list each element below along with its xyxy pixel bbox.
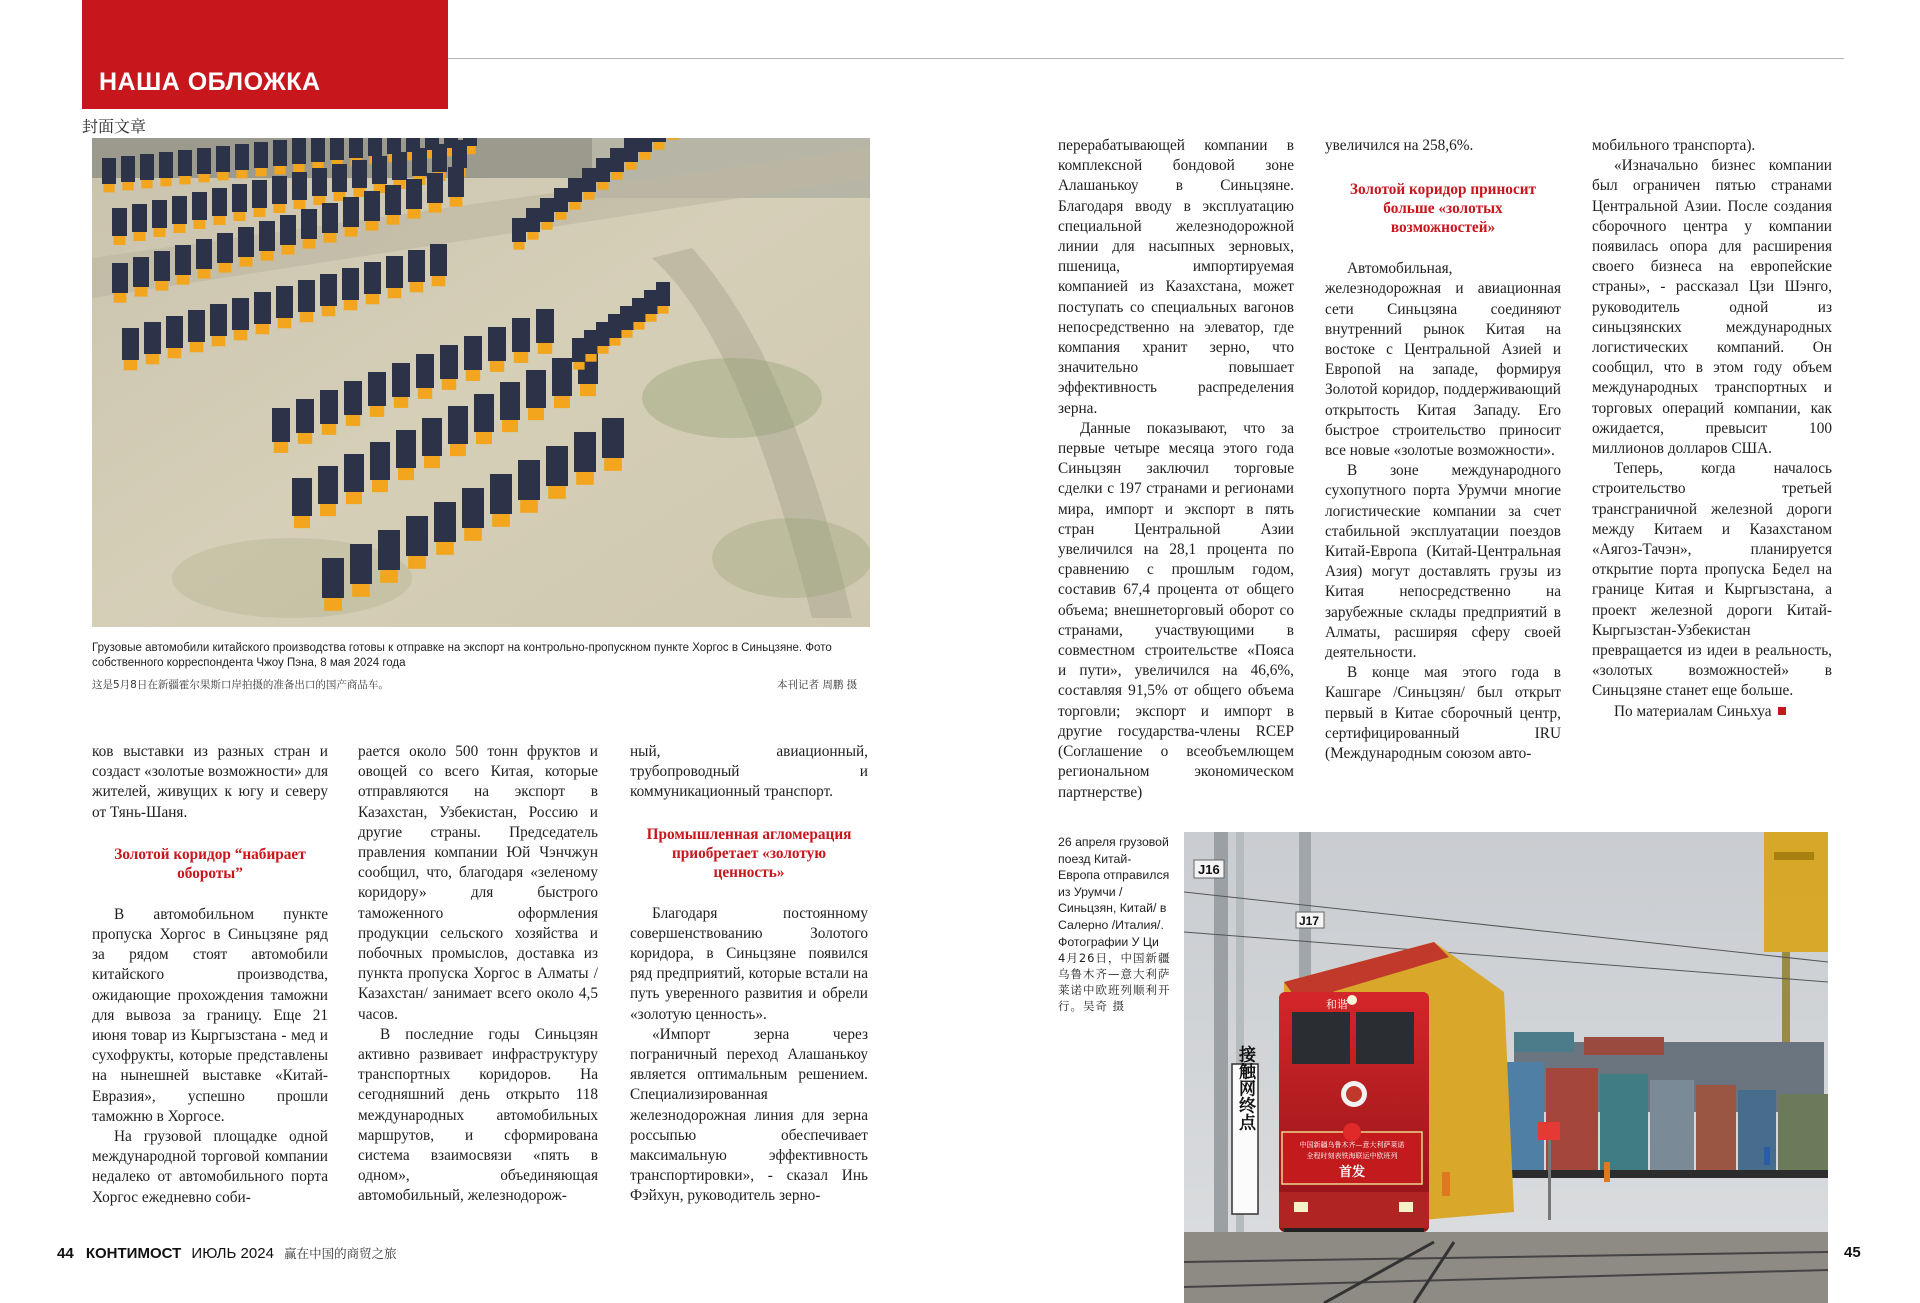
paragraph: На грузовой площадке одной международной торговой компании недалеко от автомобильного порта Хоргос ежедневно соби-	[92, 1128, 328, 1206]
truck-body	[364, 262, 381, 294]
truck-cab	[653, 142, 664, 150]
truck-body	[526, 370, 546, 408]
truck-body	[656, 282, 670, 306]
truck-cab	[298, 433, 312, 444]
header-rule	[448, 58, 1844, 59]
truck-cab	[580, 384, 596, 396]
locomotive	[1279, 942, 1514, 1240]
paragraph: «Импорт зерна через пограничный переход Алашанькоу является оптимальным решением. Специализированная железнодорожная линия для зерна россыпью обеспечивает максимальную эффективность транспортировки», - сказал Инь Фэйхун, руководитель зерно-	[630, 1025, 868, 1205]
photo-caption-cn: 这是5月8日在新疆霍尔果斯口岸拍摄的准备出口的国产商品车。	[92, 679, 389, 691]
paragraph: В последние годы Синьцзян активно развивает инфраструктуру транспортных коридоров. На сегодняшний день открыто 118 международных автомобильных маршрутов, и сформирована система взаимосвязи «пять в одном», объединяющая автомобильный, железнодорож-	[358, 1025, 598, 1205]
truck-cab	[573, 362, 584, 370]
truck-body	[518, 460, 540, 500]
truck-body	[574, 432, 596, 472]
train-illustration	[1184, 832, 1828, 1303]
truck-body	[500, 382, 520, 420]
issue-year: 2024	[240, 1245, 274, 1262]
caption-ru: 26 апреля грузовой поезд Китай-Европа отправился из Урумчи /Синьцзян, Китай/ в Салерно /Италия/. Фотографии У Ци	[1058, 835, 1170, 949]
truck-cab	[278, 318, 292, 328]
truck-cab	[633, 322, 644, 330]
truck-cab	[255, 168, 266, 176]
truck-cab	[436, 542, 454, 555]
truck-body	[312, 168, 327, 196]
truck-body	[434, 502, 456, 542]
truck-cab	[387, 215, 400, 225]
truck-cab	[555, 212, 566, 220]
truck-cab	[212, 336, 226, 346]
truck-body	[490, 474, 512, 514]
end-mark	[1778, 707, 1786, 715]
truck-cab	[597, 346, 608, 354]
truck-body	[378, 530, 400, 570]
truck-cab	[492, 514, 510, 527]
truck-cab	[548, 486, 566, 499]
caption-cn: 4月26日，中国新疆乌鲁木齐—意大利萨莱诺中欧班列顺利开行。吴奇 摄	[1058, 951, 1171, 1014]
truck-cab	[583, 192, 594, 200]
truck-body	[272, 176, 287, 204]
truck-body	[121, 156, 135, 182]
truck-body	[408, 250, 425, 282]
truck-cab	[114, 236, 126, 245]
truck-cab	[294, 200, 306, 209]
truck-body	[352, 160, 367, 188]
truck-cab	[322, 424, 336, 435]
truck-cab	[513, 242, 524, 250]
truck-cab	[408, 209, 421, 219]
truck-body	[632, 298, 646, 322]
truck-cab	[274, 204, 286, 213]
truck-body	[554, 188, 568, 212]
truck-cab	[432, 276, 446, 286]
truck-body	[102, 158, 116, 184]
truck-body	[235, 144, 249, 170]
truck-cab	[177, 275, 190, 285]
truck-cab	[124, 360, 138, 370]
pole-label-j17: J17	[1299, 914, 1320, 928]
truck-body	[540, 198, 554, 222]
truck-body	[596, 322, 610, 346]
truck-cab	[217, 172, 228, 180]
truck-cab	[160, 178, 171, 186]
footer-left	[57, 1244, 397, 1262]
truck-cab	[424, 456, 440, 468]
paragraph: «Изначально бизнес компании был ограничен пятью странами Центральной Азии. После создания сборочного центра у компании появилась опора для расширения своего бизнеса на европейские страны», - рассказал Цзи Шэнго, руководитель одной из синьцзянских международных логистических компаний. Он сообщил, что в этом году объем международных транспортных и торговых операций компании, как ожидается, превысит 100 миллионов долларов США.	[1592, 157, 1832, 458]
article-column-5	[1325, 136, 1561, 764]
article-column-3	[630, 742, 868, 1207]
truck-cab	[429, 203, 442, 213]
truck-cab	[366, 294, 380, 304]
truck-cab	[408, 556, 426, 569]
article-column-4	[1058, 136, 1294, 803]
truck-cab	[585, 354, 596, 362]
truck-cab	[234, 330, 248, 340]
truck-cab	[621, 330, 632, 338]
truck-cab	[146, 354, 160, 364]
truck-cab	[464, 528, 482, 541]
paragraph: В зоне международного сухопутного порта Урумчи многие логистические компании за счет стабильной эксплуатации поездов Китай-Европа (Китай-Центральная Азия) могут доставлять грузы из Китая непосредственно на зарубежные склады предприятий в Алматы, расширяя сферу своей деятельности.	[1325, 462, 1561, 662]
truck-cab	[240, 257, 253, 267]
truck-body	[112, 263, 128, 293]
truck-cab	[418, 388, 432, 399]
truck-cab	[344, 300, 358, 310]
paragraph: ков выставки из разных стран и создаст «золотые возможности» для жителей, живущих к югу и северу от Тянь-Шаня.	[92, 743, 328, 821]
truck-cab	[667, 138, 678, 140]
truck-cab	[354, 188, 366, 197]
truck-body	[422, 418, 442, 456]
truck-cab	[274, 166, 285, 174]
paragraph: Данные показывают, что за первые четыре месяца этого года Синьцзян заключил торговые сделки с 197 странами и регионами мира, импорт и экспорт в пять стран Центральной Азии увеличился на 28,1 процента по сравнению с прошлым годом, составив 67,4 процента от общего объема; внешнеторговый оборот со странами, участвующими в совместном строительстве «Пояса и пути», увеличился на 46,6%, составляя 91,5% от общего объема торговли; экспорт и импорт в другие государства-члены RCEP (Соглашение о всеобъемлющем региональном экономическом партнерстве)	[1058, 419, 1294, 801]
truck-body	[368, 372, 386, 406]
truck-body	[217, 233, 233, 263]
truck-body	[172, 196, 187, 224]
truck-cab	[219, 263, 232, 273]
truck-cab	[234, 212, 246, 221]
truck-cab	[645, 314, 656, 322]
truck-body	[474, 394, 494, 432]
truck-cab	[256, 324, 270, 334]
photo-caption-ru: Грузовые автомобили китайского производства готовы к отправке на экспорт на контрольно-пропускном пункте Хоргос в Синьцзяне. Фото собственного корреспондента Чжоу Пэна, 8 мая 2024 года	[92, 642, 832, 669]
truck-body	[370, 442, 390, 480]
truck-body	[536, 309, 554, 343]
truck-body	[259, 221, 275, 251]
truck-body	[298, 280, 315, 312]
truck-body	[364, 191, 380, 221]
truck-body	[178, 150, 192, 176]
truck-body	[392, 152, 407, 180]
truck-cab	[554, 396, 570, 408]
truck-cab	[366, 221, 379, 231]
truck-cab	[345, 227, 358, 237]
truck-cab	[398, 468, 414, 480]
truck-cab	[527, 232, 538, 240]
truck-body	[133, 257, 149, 287]
loco-name: 和谐	[1326, 998, 1348, 1011]
truck-body	[344, 381, 362, 415]
truck-body	[144, 322, 161, 354]
truck-body	[318, 466, 338, 504]
truck-cab	[609, 338, 620, 346]
section-heading: Золотой коридор “набирает обороты”	[114, 845, 306, 882]
truck-cab	[154, 228, 166, 237]
paragraph: Автомобильная, железнодорожная и авиационная сети Синьцзяна соединяют внутренний рынок Китая на востоке с Центральной Азией и Европой на западе, формируя Золотой коридор, поддерживающий открытость Китая Западу. Его быстрое строительство приносит все новые «золотые возможности».	[1325, 260, 1561, 460]
truck-body	[232, 298, 249, 330]
truck-cab	[490, 361, 504, 372]
truck-body	[254, 292, 271, 324]
truck-body	[406, 179, 422, 209]
truck-body	[112, 208, 127, 236]
banner-line-2: 全程时刻表铁海联运中欧班列	[1306, 1152, 1398, 1160]
truck-cab	[324, 233, 337, 243]
truck-body	[122, 328, 139, 360]
truck-cab	[514, 352, 528, 363]
section-heading: Золотой коридор приносит больше «золотых возможностей»	[1349, 181, 1537, 237]
truck-cab	[466, 370, 480, 381]
truck-body	[132, 204, 147, 232]
paragraph: В автомобильном пункте пропуска Хоргос в Синьцзяне ряд за рядом стоят автомобили китайского производства, ожидающие прохождения таможни для вывоза за границу. Еще 21 июня товар из Кыргызстана - мед и сухофрукты, которые представлены на нынешней выставке «Китай-Евразия», успешно прошли таможню в Хоргосе.	[92, 905, 328, 1125]
magazine-name: КОНТИМОСТ	[85, 1245, 182, 1262]
vertical-sign-text: 接触网终点	[1235, 1045, 1255, 1131]
truck-body	[602, 418, 624, 458]
truck-body	[320, 390, 338, 424]
truck-cab	[282, 245, 295, 255]
truck-cab	[352, 584, 370, 597]
truck-body	[462, 488, 484, 528]
banner-line-1: 中国新疆乌鲁木齐—意大利萨莱诺	[1299, 1141, 1405, 1149]
truck-body	[159, 152, 173, 178]
truck-body	[330, 138, 344, 160]
truck-cab	[214, 216, 226, 225]
truck-body	[232, 184, 247, 212]
truck-cab	[254, 208, 266, 217]
truck-body	[188, 310, 205, 342]
truck-cab	[122, 182, 133, 190]
truck-body	[175, 245, 191, 275]
train-photo-caption	[1058, 834, 1173, 1014]
pole-label-j16: J16	[1198, 862, 1220, 877]
truck-cab	[604, 458, 622, 471]
truck-cab	[114, 293, 127, 303]
truck-cab	[236, 170, 247, 178]
truck-body	[216, 146, 230, 172]
truck-body	[396, 430, 416, 468]
truck-cab	[320, 504, 336, 516]
truck-body	[584, 330, 598, 354]
truck-body	[386, 256, 403, 288]
truck-cab	[611, 172, 622, 180]
truck-body	[252, 180, 267, 208]
truck-body	[512, 218, 526, 242]
truck-cab	[502, 420, 518, 432]
truck-body	[620, 306, 634, 330]
truck-body	[440, 345, 458, 379]
truck-body	[322, 203, 338, 233]
truck-body	[430, 244, 447, 276]
paragraph: рается около 500 тонн фруктов и овощей со всего Китая, которые отправляются на экспорт в Казахстан, Узбекистан, Россию и другие страны. Председатель правления компании Юй Чэнчжун сообщил, что, благодаря «зеленому коридору» для быстрого таможенного оформления продукции сельского хозяйства и побочных промыслов, доставка из пункта пропуска Хоргос в Алматы /Казахстан/ занимает всего около 4,5 часов.	[358, 743, 598, 1023]
truck-body	[238, 227, 254, 257]
truck-body	[197, 148, 211, 174]
truck-body	[452, 140, 467, 168]
truck-cab	[450, 444, 466, 456]
truck-cab	[657, 306, 668, 314]
photo-credit: 本刊记者 周鹏 摄	[777, 679, 858, 691]
truck-cab	[179, 176, 190, 184]
truck-body	[406, 516, 428, 556]
truck-body	[343, 197, 359, 227]
truck-cab	[410, 282, 424, 292]
banner-line-3: 首发	[1338, 1165, 1366, 1180]
paragraph: увеличился на 258,6%.	[1325, 137, 1474, 154]
page-number-right: 45	[1844, 1244, 1861, 1261]
truck-body	[387, 138, 401, 154]
truck-body	[192, 192, 207, 220]
truck-cab	[388, 288, 402, 298]
truck-cab	[394, 397, 408, 408]
truck-body	[608, 314, 622, 338]
truck-cab	[194, 220, 206, 229]
truck-cab	[380, 570, 398, 583]
truck-body	[372, 156, 387, 184]
truck-cab	[174, 224, 186, 233]
truck-cab	[569, 202, 580, 210]
truck-body	[596, 158, 610, 182]
truck-body	[292, 478, 312, 516]
truck-body	[448, 406, 468, 444]
paragraph: Благодаря постоянному совершенствованию Золотого коридора, в Синьцзяне появился ряд предприятий, которые встали на путь уверенного развития и обрели «золотую ценность».	[630, 904, 868, 1023]
truck-body	[322, 558, 344, 598]
footer-chinese-tagline: 赢在中国的商贸之旅	[284, 1246, 397, 1261]
truck-cab	[625, 162, 636, 170]
truck-body	[320, 274, 337, 306]
truck-body	[254, 142, 268, 168]
paragraph: перерабатывающей компании в комплексной бондовой зоне Алашанькоу в Синьцзяне. Благодаря вводу в эксплуатацию специальной железнодорожной линии для насыпных зерновых, пшеница, импортируемая компанией из Казахстана, может поступать со специальных вагонов непосредственно на элеватор, где компания хранит зерно, что значительно повышает эффективность распределения зерна.	[1058, 137, 1294, 417]
truck-cab	[639, 152, 650, 160]
issue-month: ИЮЛЬ	[191, 1245, 237, 1262]
truck-cab	[346, 492, 362, 504]
truck-body	[572, 338, 586, 362]
truck-body	[292, 172, 307, 200]
truck-body	[276, 286, 293, 318]
photo-trucks	[92, 138, 870, 627]
article-column-6	[1592, 136, 1832, 722]
truck-cab	[520, 500, 538, 513]
truck-body	[464, 336, 482, 370]
truck-cab	[141, 180, 152, 188]
truck-cab	[274, 442, 288, 453]
truck-body	[152, 200, 167, 228]
truck-cab	[135, 287, 148, 297]
truck-body	[154, 251, 170, 281]
truck-body	[342, 268, 359, 300]
truck-body	[212, 188, 227, 216]
truck-body	[301, 209, 317, 239]
signoff: По материалам Синьхуа	[1592, 702, 1832, 722]
truck-cab	[576, 472, 594, 485]
truck-body	[140, 154, 154, 180]
truck-cab	[261, 251, 274, 261]
truck-body	[385, 185, 401, 215]
truck-body	[610, 148, 624, 172]
truck-body	[624, 138, 638, 162]
truck-cab	[294, 516, 310, 528]
truck-cab	[300, 312, 314, 322]
paragraph: Теперь, когда началось строительство третьей трансграничной железной дороги между Китаем и Казахстаном «Аягоз-Тачэн», планируется открытие порта пропуска Бедел на границе Китая и Кыргызстана, а проект железной дороги Китай-Кыргызстан-Узбекистан превращается из идеи в реальность, «золотых возможностей» в Синьцзяне станет еще больше.	[1592, 460, 1832, 700]
article-column-1	[92, 742, 328, 1208]
truck-body	[552, 358, 572, 396]
truck-body	[512, 318, 530, 352]
truck-cab	[476, 432, 492, 444]
truck-cab	[156, 281, 169, 291]
truck-body	[412, 148, 427, 176]
truck-cab	[597, 182, 608, 190]
truck-body	[568, 178, 582, 202]
truck-cab	[168, 348, 182, 358]
truck-body	[210, 304, 227, 336]
truck-body	[427, 173, 443, 203]
truck-body	[368, 138, 382, 156]
truck-body	[546, 446, 568, 486]
truck-body	[272, 408, 290, 442]
truck-body	[416, 354, 434, 388]
truck-body	[311, 138, 325, 162]
truck-cab	[198, 174, 209, 182]
truck-body	[344, 454, 364, 492]
page-number-left: 44	[57, 1245, 74, 1262]
truck-body	[349, 138, 363, 158]
truck-body	[273, 140, 287, 166]
truck-body	[638, 138, 652, 152]
truck-cab	[442, 379, 456, 390]
truck-body	[332, 164, 347, 192]
trucks-illustration	[92, 138, 870, 627]
truck-cab	[190, 342, 204, 352]
truck-cab	[324, 598, 342, 611]
truck-cab	[528, 408, 544, 420]
paragraph: мобильного транспорта).	[1592, 137, 1756, 154]
truck-body	[166, 316, 183, 348]
truck-cab	[198, 269, 211, 279]
truck-body	[652, 138, 666, 142]
truck-cab	[372, 480, 388, 492]
photo-train	[1184, 832, 1828, 1303]
paragraph: ный, авиационный, трубопроводный и коммуникационный транспорт.	[630, 743, 868, 801]
truck-body	[350, 544, 372, 584]
truck-body	[432, 144, 447, 172]
truck-body	[392, 363, 410, 397]
rubric-chinese-label: 封面文章	[82, 117, 147, 136]
truck-cab	[450, 197, 463, 207]
truck-body	[644, 290, 658, 314]
truck-cab	[346, 415, 360, 426]
paragraph: В конце мая этого года в Кашгаре /Синьцзян/ был открыт первый в Китае сборочный центр, сертифицированный IRU (Международным союзом авто-	[1325, 664, 1561, 763]
truck-body	[582, 168, 596, 192]
truck-cab	[134, 232, 146, 241]
truck-cab	[370, 406, 384, 417]
rubric-title: НАША ОБЛОЖКА	[99, 68, 321, 96]
section-heading: Промышленная агломерация приобретает «золотую ценность»	[646, 825, 852, 881]
truck-body	[526, 208, 540, 232]
truck-body	[488, 327, 506, 361]
truck-body	[296, 399, 314, 433]
article-column-2	[358, 742, 598, 1207]
truck-cab	[103, 184, 114, 192]
truck-cab	[293, 164, 304, 172]
truck-body	[196, 239, 212, 269]
truck-body	[448, 167, 464, 197]
truck-body	[280, 215, 296, 245]
truck-cab	[541, 222, 552, 230]
truck-body	[292, 138, 306, 164]
truck-cab	[322, 306, 336, 316]
truck-cab	[538, 343, 552, 354]
truck-cab	[303, 239, 316, 249]
